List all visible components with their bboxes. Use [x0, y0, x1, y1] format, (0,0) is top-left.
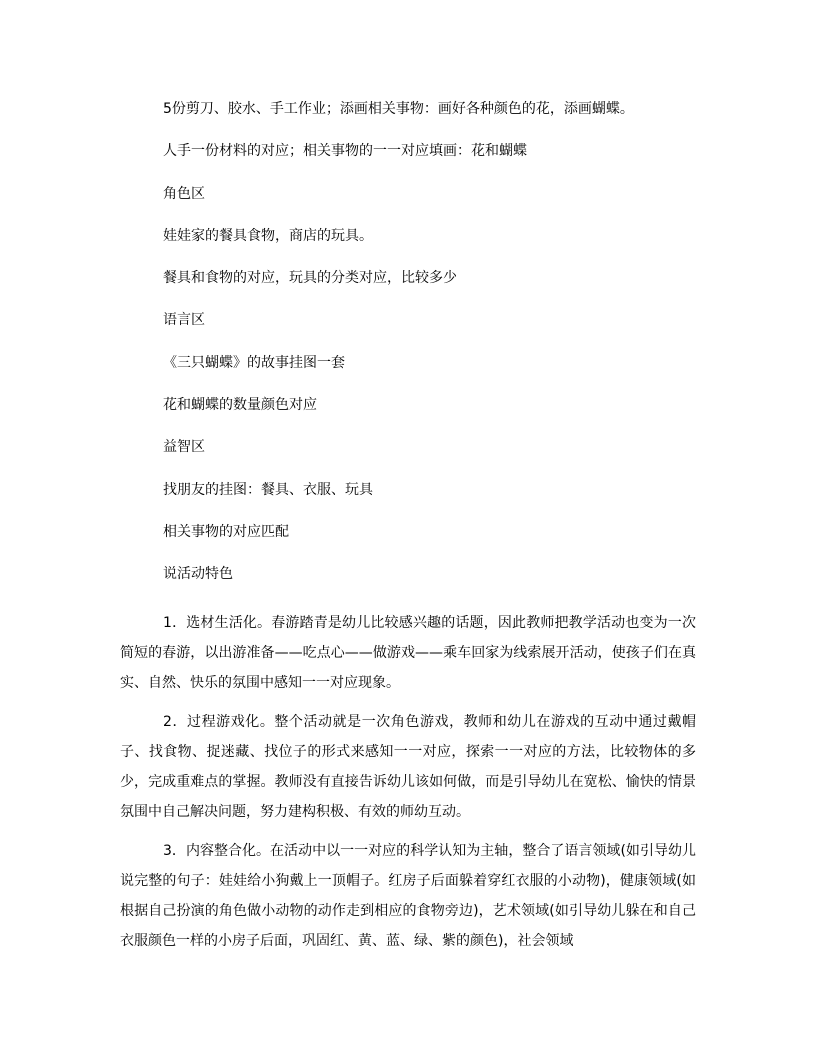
- document-body: [120, 96, 696, 965]
- section-label-language-area: 语言区: [163, 312, 205, 329]
- paragraph-feature-1: 1．选材生活化。春游踏青是幼儿比较感兴趣的话题，因此教师把教学活动也变为一次简短的春游，以出游准备——吃点心——做游戏——乘车回家为线索展开活动，使孩子们在真实、自然、快乐的氛围中感知一一对应现象。: [120, 614, 696, 691]
- text-line-doll-house: 娃娃家的餐具食物，商店的玩具。: [163, 227, 373, 244]
- section-label-puzzle-area: 益智区: [163, 439, 205, 456]
- text-line-tableware-toys: 餐具和食物的对应，玩具的分类对应，比较多少: [163, 270, 457, 287]
- text-line-find-friends: 找朋友的挂图：餐具、衣服、玩具: [163, 481, 373, 498]
- text-line-correspondence-drawing: 人手一份材料的对应；相关事物的一一对应填画：花和蝴蝶: [163, 143, 527, 160]
- section-label-role-area: 角色区: [163, 185, 205, 202]
- section-heading-activity-features: 说活动特色: [163, 566, 233, 583]
- text-line-story-chart: 《三只蝴蝶》的故事挂图一套: [163, 354, 345, 371]
- paragraph-feature-2: 2．过程游戏化。整个活动就是一次角色游戏，教师和幼儿在游戏的互动中通过戴帽子、找食物、捉迷藏、找位子的形式来感知一一对应，探索一一对应的方法，比较物体的多少，完成重难点的掌握。教师没有直接告诉幼儿该如何做，而是引导幼儿在宽松、愉快的情景氛围中自己解决问题，努力建构积极、有效的师幼互动。: [120, 713, 696, 820]
- text-line-matching: 相关事物的对应匹配: [163, 523, 289, 540]
- text-line-materials: 5份剪刀、胶水、手工作业；添画相关事物：画好各种颜色的花，添画蝴蝶。: [163, 101, 634, 117]
- paragraph-feature-3: 3．内容整合化。在活动中以一一对应的科学认知为主轴，整合了语言领域(如引导幼儿说完整的句子：娃娃给小狗戴上一顶帽子。红房子后面躲着穿红衣服的小动物)，健康领域(如根据自己扮演的角色做小动物的动作走到相应的食物旁边)，艺术领域(如引导幼儿躲在和自己衣服颜色一样的小房子后面，巩固红、黄、蓝、绿、紫的颜色)，社会领域: [120, 842, 696, 949]
- text-line-flower-butterfly: 花和蝴蝶的数量颜色对应: [163, 397, 317, 414]
